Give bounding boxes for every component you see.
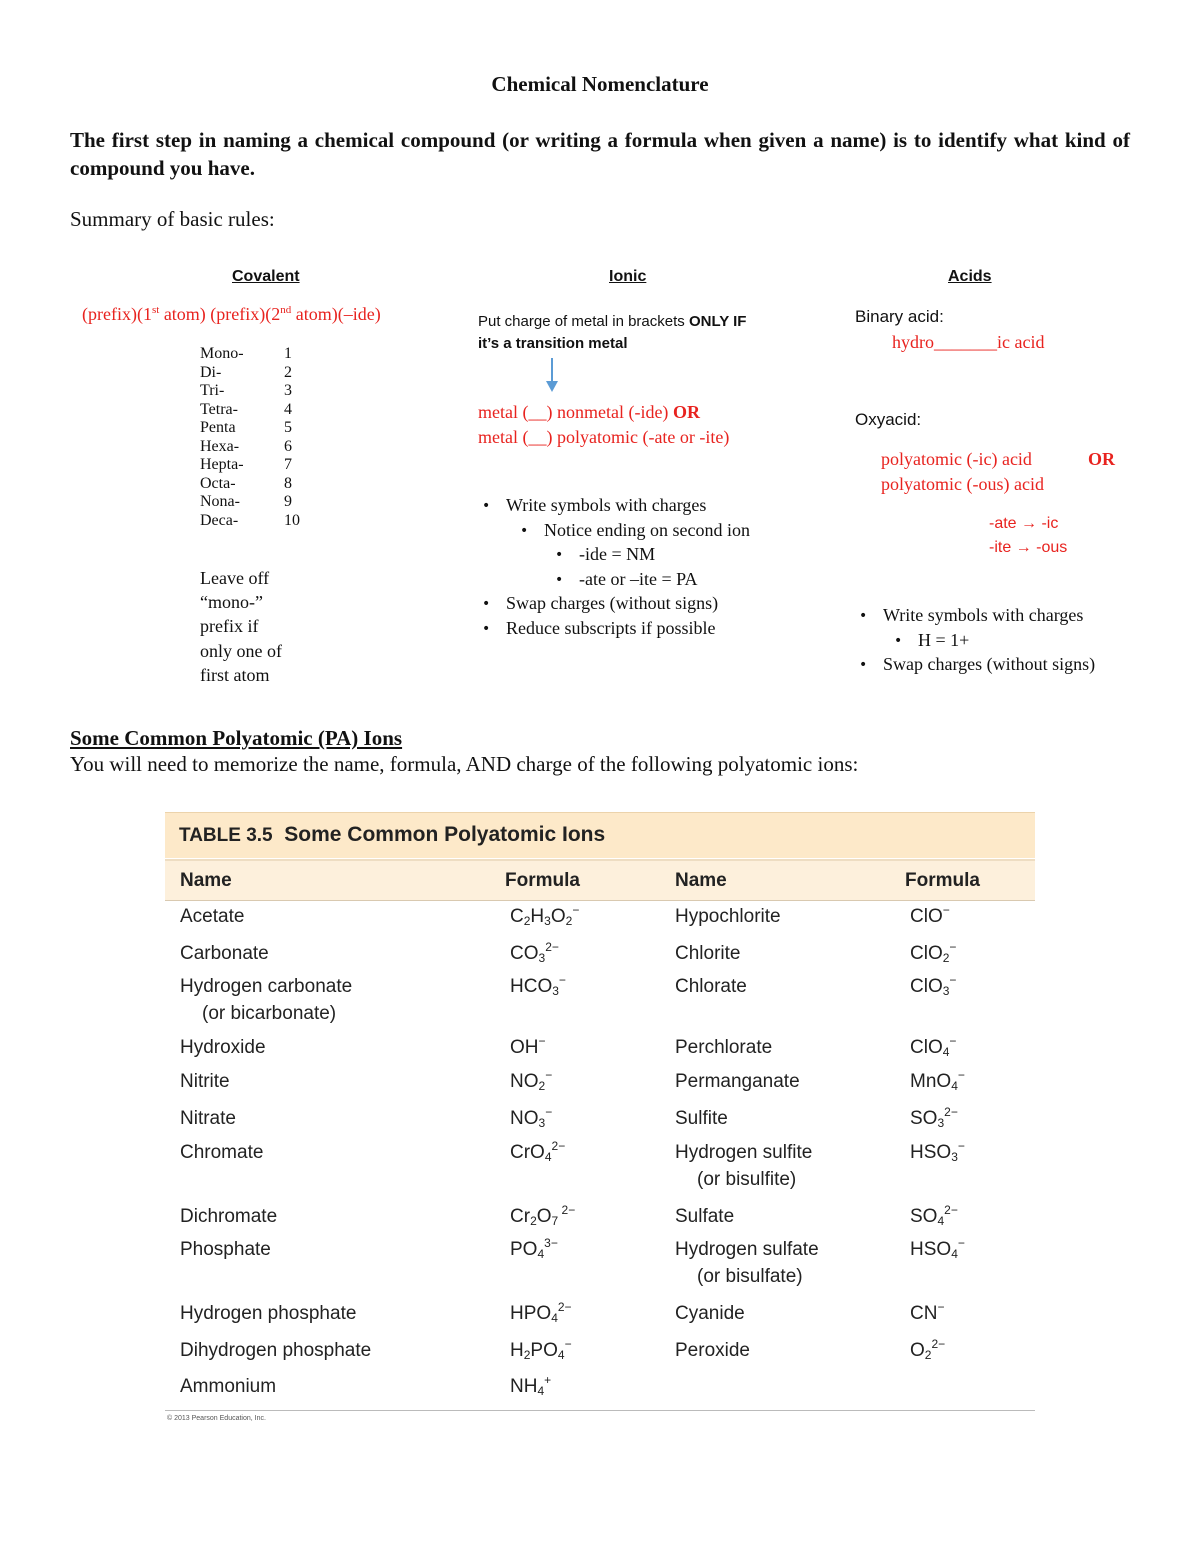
col-header-formula-2: Formula (905, 870, 980, 891)
prefix-number: 3 (284, 382, 292, 399)
formula-symbol: CO (510, 943, 539, 964)
ion-name-alt: (or bisulfate) (697, 1266, 803, 1287)
formula-charge: − (937, 1300, 945, 1314)
formula-charge: 2− (551, 1139, 566, 1153)
oxyacid-formula-2: polyatomic (-ous) acid (881, 474, 1044, 494)
ionic-note (478, 311, 746, 355)
ion-name: Hydrogen carbonate (180, 976, 353, 997)
ion-name: Nitrate (180, 1108, 236, 1129)
ionic-heading: Ionic (609, 268, 647, 285)
covalent-rule-part: atom)(–ide) (291, 304, 381, 324)
acids-heading: Acids (948, 268, 992, 285)
ion-formula (910, 973, 956, 1000)
formula-subscript: 3 (544, 914, 551, 928)
formula-subscript: 4 (537, 1384, 545, 1398)
covalent-rule-part: (prefix)(1 (82, 304, 152, 324)
prefix-name: Hepta- (200, 456, 244, 473)
oxyacid-label: Oxyacid: (855, 410, 922, 429)
prefix-name: Mono- (200, 345, 244, 362)
col-header-name: Name (180, 870, 232, 891)
prefix-name: Tri- (200, 382, 225, 399)
formula-symbol: HSO (910, 1142, 952, 1163)
formula-symbol: O (910, 1340, 925, 1361)
prefix-row (200, 419, 310, 438)
ion-formula (510, 1034, 546, 1061)
formula-charge: − (558, 973, 566, 987)
bullet-item: • Write symbols with charges (506, 493, 836, 518)
summary-label: Summary of basic rules: (70, 207, 275, 231)
formula-symbol: PO (510, 1239, 538, 1260)
table-header-row (165, 859, 1035, 901)
formula-charge: − (564, 1337, 572, 1351)
formula-charge: − (957, 1068, 965, 1082)
covalent-note (200, 566, 282, 687)
prefix-row (200, 382, 310, 401)
col-header-name-2: Name (675, 870, 727, 891)
formula-symbol: SO (910, 1206, 938, 1227)
pa-section-subtitle: You will need to memorize the name, formula, AND charge of the following polyatomic ions: (70, 752, 859, 776)
formula-subscript: 3 (951, 1150, 958, 1164)
formula-subscript: 4 (537, 1247, 545, 1261)
ionic-formulas (478, 400, 729, 449)
ion-formula (910, 1139, 965, 1166)
bullet-item: • -ide = NM (579, 542, 836, 567)
prefix-number: 6 (284, 437, 292, 455)
formula-subscript: 4 (551, 1311, 558, 1325)
formula-charge: − (949, 1034, 957, 1048)
prefix-name: Di- (200, 363, 222, 381)
ion-name: Cyanide (675, 1303, 745, 1324)
prefix-row (200, 438, 310, 457)
bullet-item: • -ate or –ite = PA (579, 567, 836, 592)
formula-charge: − (942, 903, 950, 917)
ion-formula (910, 940, 956, 967)
ion-name: Chlorite (675, 943, 741, 964)
ion-formula (510, 1068, 552, 1095)
formula-symbol: NO (510, 1071, 539, 1092)
ion-name: Hypochlorite (675, 906, 781, 927)
formula-symbol: OH (510, 1037, 539, 1058)
ion-name: Sulfate (675, 1206, 735, 1227)
prefix-list (200, 345, 310, 530)
ion-formula (510, 903, 579, 930)
bullet-item: • Swap charges (without signs) (883, 652, 1183, 677)
covalent-note-line: “mono-” (200, 592, 263, 613)
ion-formula (510, 1105, 552, 1132)
formula-subscript: 3 (538, 1116, 546, 1130)
formula-charge: 3− (544, 1236, 558, 1250)
formula-subscript: 2 (538, 1079, 546, 1093)
ion-formula (510, 1236, 558, 1263)
suffix-map-ite: -ite → -ous (989, 539, 1068, 556)
formula-charge: − (957, 1139, 965, 1153)
ion-name: Phosphate (180, 1239, 271, 1260)
formula-subscript: 4 (951, 1079, 958, 1093)
prefix-row (200, 493, 310, 512)
ion-name: Dichromate (180, 1206, 278, 1227)
formula-subscript: 4 (937, 1214, 945, 1228)
prefix-number: 10 (284, 511, 300, 529)
ion-name: Acetate (180, 906, 245, 927)
formula-symbol: HCO (510, 976, 553, 997)
formula-charge: 2− (557, 1300, 572, 1314)
formula-symbol: O (550, 906, 566, 927)
col-header-formula: Formula (505, 870, 580, 891)
ion-formula (910, 1068, 965, 1095)
formula-charge: − (538, 1034, 546, 1048)
copyright-note: © 2013 Pearson Education, Inc. (167, 1415, 266, 1422)
ion-name: Perchlorate (675, 1037, 773, 1058)
formula-charge: 2− (558, 1203, 576, 1217)
covalent-note-line: first atom (200, 664, 270, 685)
ion-formula (910, 903, 950, 930)
bullet-item: • Swap charges (without signs) (506, 591, 836, 616)
prefix-name: Nona- (200, 493, 240, 510)
covalent-rule-sup: st (151, 304, 160, 316)
table-caption: Some Common Polyatomic Ions (284, 823, 606, 846)
ionic-note-line2: it’s a transition metal (478, 335, 628, 352)
table-bottom-rule (165, 1410, 1035, 1411)
prefix-name: Octa- (200, 474, 236, 492)
prefix-name: Deca- (200, 511, 239, 529)
formula-symbol: ClO (910, 906, 943, 927)
table-title (179, 823, 605, 847)
polyatomic-ion-table (165, 812, 1035, 1422)
prefix-name: Tetra- (200, 400, 238, 418)
ion-name: Peroxide (675, 1340, 750, 1361)
binary-acid-label: Binary acid: (855, 307, 944, 326)
formula-subscript: 7 (551, 1214, 559, 1228)
ion-name-alt: (or bicarbonate) (202, 1003, 337, 1024)
suffix-map-ate: -ate → -ic (989, 515, 1059, 532)
formula-charge: − (957, 1236, 965, 1250)
ion-formula (510, 1139, 565, 1166)
formula-subscript: 2 (565, 914, 573, 928)
formula-subscript: 2 (523, 914, 531, 928)
acids-bullet-list (883, 603, 1183, 677)
ion-name: Dihydrogen phosphate (180, 1340, 372, 1361)
formula-symbol: PO (530, 1340, 558, 1361)
ion-name-alt: (or bisulfite) (697, 1169, 797, 1190)
ion-name: Hydrogen sulfate (675, 1239, 819, 1260)
intro-paragraph: The first step in naming a chemical compound (or writing a formula when given a name) is to identify what kind of compound you have. (70, 128, 1130, 180)
prefix-row (200, 345, 310, 364)
formula-symbol: CrO (510, 1142, 545, 1163)
formula-subscript: 4 (942, 1045, 950, 1059)
formula-subscript: 2 (523, 1348, 531, 1362)
covalent-heading: Covalent (232, 268, 300, 285)
prefix-row (200, 401, 310, 420)
ion-formula (510, 1203, 575, 1230)
formula-charge: 2− (944, 1105, 958, 1119)
ionic-formula-1: metal (__) nonmetal (-ide) (478, 402, 673, 422)
ion-formula (910, 1105, 958, 1132)
ionic-bullet-list (506, 493, 836, 640)
ion-formula (910, 1203, 958, 1230)
formula-charge: − (949, 940, 957, 954)
prefix-number: 2 (284, 363, 292, 381)
covalent-note-line: only one of (200, 640, 282, 661)
ion-formula (910, 1337, 945, 1364)
formula-subscript: 2 (924, 1348, 932, 1362)
prefix-row (200, 364, 310, 383)
formula-symbol: Cr (510, 1206, 531, 1227)
formula-symbol: H (530, 906, 545, 927)
covalent-note-line: Leave off (200, 568, 270, 588)
formula-subscript: 2 (942, 951, 950, 965)
ion-name: Ammonium (180, 1376, 277, 1397)
formula-symbol: SO (910, 1108, 938, 1129)
oxyacid-formula-1: polyatomic (-ic) acid (881, 449, 1032, 469)
formula-symbol: H (510, 1340, 524, 1361)
ion-formula (510, 1373, 551, 1400)
formula-charge: − (572, 903, 580, 917)
formula-symbol: ClO (910, 943, 943, 964)
formula-subscript: 3 (942, 984, 950, 998)
ion-formula (510, 1300, 572, 1327)
formula-symbol: CN (910, 1303, 938, 1324)
ion-formula (510, 940, 559, 967)
formula-symbol: O (536, 1206, 552, 1227)
bullet-item: • Reduce subscripts if possible (506, 616, 836, 641)
ion-formula (910, 1300, 944, 1327)
formula-charge: + (544, 1373, 552, 1387)
table-label: TABLE 3.5 (179, 825, 273, 846)
formula-subscript: 3 (538, 951, 546, 965)
formula-charge: 2− (931, 1337, 946, 1351)
oxyacid-formulas (881, 447, 1115, 497)
ion-name: Chlorate (675, 976, 747, 997)
formula-charge: − (545, 1068, 553, 1082)
ionic-formula-2: metal (__) polyatomic (-ate or -ite) (478, 426, 730, 447)
ion-formula (510, 1337, 572, 1364)
formula-symbol: MnO (910, 1071, 952, 1092)
ion-name: Hydrogen sulfite (675, 1142, 813, 1163)
ion-name: Hydroxide (180, 1037, 266, 1058)
prefix-number: 4 (284, 400, 292, 418)
ion-formula (510, 973, 566, 1000)
oxyacid-or: OR (1088, 449, 1115, 469)
formula-charge: 2− (545, 940, 559, 954)
pa-section-heading: Some Common Polyatomic (PA) Ions (70, 726, 403, 750)
prefix-number: 8 (284, 474, 292, 492)
ion-name: Hydrogen phosphate (180, 1303, 357, 1324)
covalent-rule-sup: nd (280, 304, 292, 316)
ion-name: Chromate (180, 1142, 264, 1163)
formula-subscript: 3 (552, 984, 559, 998)
formula-symbol: NO (510, 1108, 539, 1129)
table-title-bar (165, 812, 1035, 858)
formula-charge: − (949, 973, 957, 987)
formula-symbol: C (510, 906, 524, 927)
ion-name: Sulfite (675, 1108, 728, 1129)
ion-name: Carbonate (180, 943, 269, 964)
suffix-map (989, 512, 1067, 560)
ionic-or: OR (672, 402, 700, 422)
bullet-item: • H = 1+ (918, 628, 1183, 653)
prefix-row (200, 456, 310, 475)
covalent-note-line: prefix if (200, 616, 259, 637)
prefix-row (200, 475, 310, 494)
binary-acid-formula: hydro_______ic acid (892, 332, 1045, 352)
formula-subscript: 3 (937, 1116, 945, 1130)
prefix-name: Penta (200, 419, 236, 436)
ion-name: Permanganate (675, 1071, 800, 1092)
prefix-number: 1 (284, 345, 292, 362)
formula-subscript: 4 (557, 1348, 565, 1362)
prefix-number: 5 (284, 419, 292, 436)
prefix-row (200, 512, 310, 531)
formula-subscript: 4 (951, 1247, 958, 1261)
formula-symbol: HPO (510, 1303, 552, 1324)
formula-subscript: 4 (544, 1150, 552, 1164)
bullet-item: • Notice ending on second ion (544, 518, 836, 543)
ion-formula (910, 1236, 965, 1263)
arrow-head-icon (546, 381, 558, 392)
formula-subscript: 2 (530, 1214, 537, 1228)
covalent-rule (82, 304, 381, 325)
formula-symbol: ClO (910, 1037, 943, 1058)
formula-symbol: HSO (910, 1239, 952, 1260)
covalent-rule-part: atom) (prefix)(2 (159, 304, 281, 324)
ionic-note-text: Put charge of metal in brackets (478, 313, 689, 330)
bullet-item: • Write symbols with charges (883, 603, 1183, 628)
page-title: Chemical Nomenclature (491, 72, 709, 96)
prefix-number: 9 (284, 493, 292, 510)
formula-symbol: NH (510, 1376, 538, 1397)
formula-charge: − (545, 1105, 553, 1119)
ionic-note-emphasis: ONLY IF (688, 313, 747, 330)
prefix-number: 7 (284, 456, 292, 473)
formula-symbol: ClO (910, 976, 943, 997)
ion-formula (910, 1034, 956, 1061)
formula-charge: 2− (944, 1203, 958, 1217)
prefix-name: Hexa- (200, 437, 240, 455)
ion-name: Nitrite (180, 1071, 230, 1092)
